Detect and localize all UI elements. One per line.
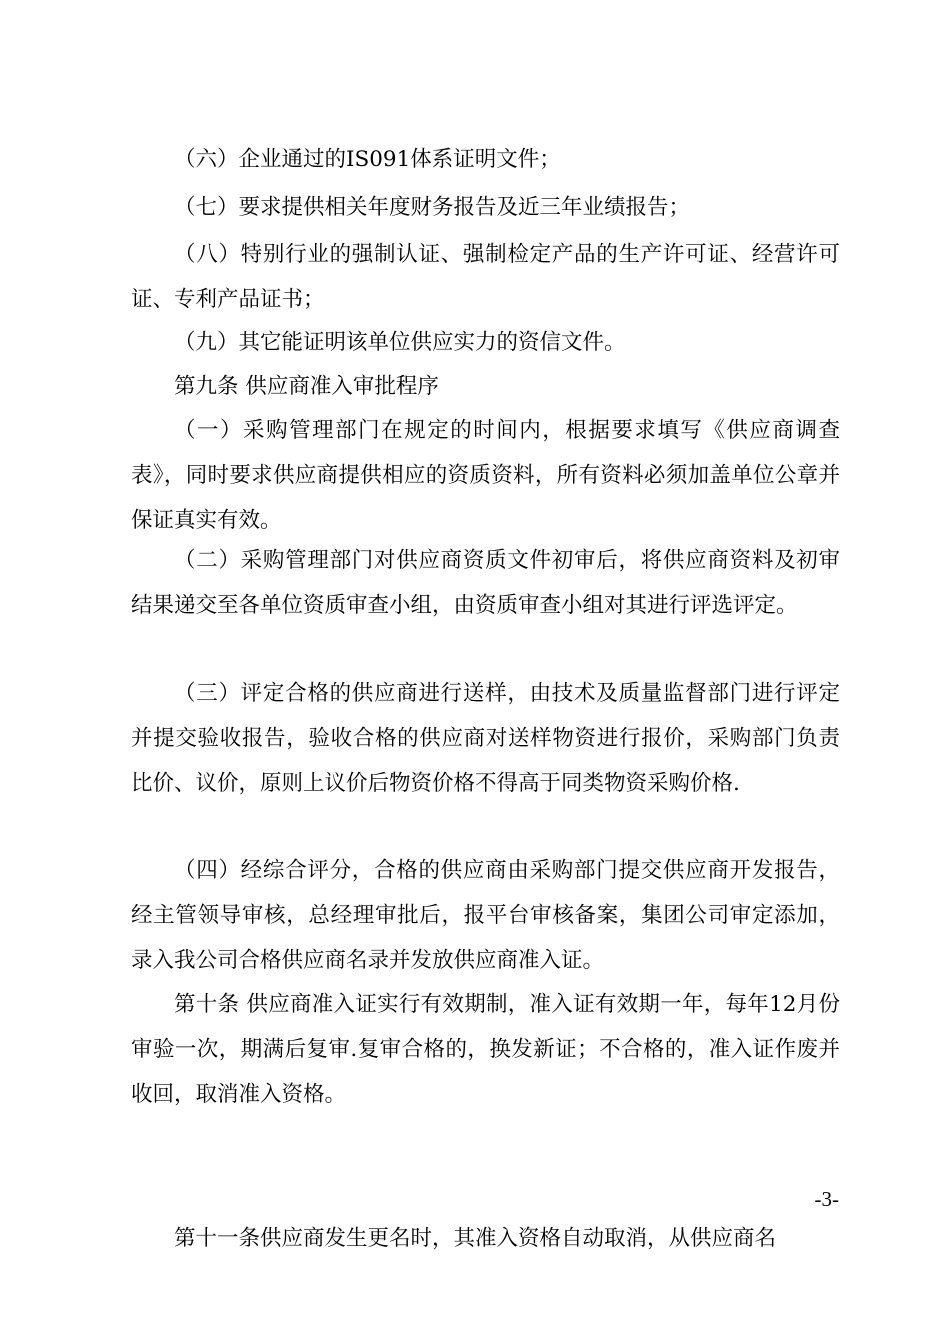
paragraph-item-6: （六）企业通过的IS091体系证明文件； — [174, 147, 561, 172]
paragraph-item-9: （九）其它能证明该单位供应实力的资信文件。 — [174, 330, 626, 355]
article-9-heading: 第九条 供应商准入审批程序 — [174, 374, 439, 399]
paragraph-item-7: （七）要求提供相关年度财务报告及近三年业绩报告； — [174, 195, 691, 220]
paragraph-item-8: （八）特别行业的强制认证、强制检定产品的生产许可证、经营许可证、专利产品证书； — [131, 242, 840, 312]
page-number: -3- — [814, 1187, 839, 1211]
article-9-step-2: （二）采购管理部门对供应商资质文件初审后，将供应商资料及初审结果递交至各单位资质审查小组，由资质审查小组对其进行评选评定。 — [131, 548, 840, 618]
article-9-step-4: （四）经综合评分，合格的供应商由采购部门提交供应商开发报告，经主管领导审核，总经理审批后，报平台审核备案，集团公司审定添加，录入我公司合格供应商名录并发放供应商准入证。 — [131, 858, 840, 973]
article-9-step-3: （三）评定合格的供应商进行送样，由技术及质量监督部门进行评定并提交验收报告，验收合格的供应商对送样物资进行报价，采购部门负责比价、议价，原则上议价后物资价格不得高于同类物资采购价格. — [131, 681, 840, 796]
article-11: 第十一条供应商发生更名时，其准入资格自动取消，从供应商名 — [174, 1226, 777, 1251]
article-10: 第十条 供应商准入证实行有效期制，准入证有效期一年，每年12月份审验一次，期满后复审.复审合格的，换发新证；不合格的，准入证作废并收回，取消准入资格。 — [131, 992, 840, 1107]
article-9-step-1: （一）采购管理部门在规定的时间内，根据要求填写《供应商调查表》，同时要求供应商提供相应的资质资料，所有资料必须加盖单位公章并保证真实有效。 — [131, 418, 840, 533]
